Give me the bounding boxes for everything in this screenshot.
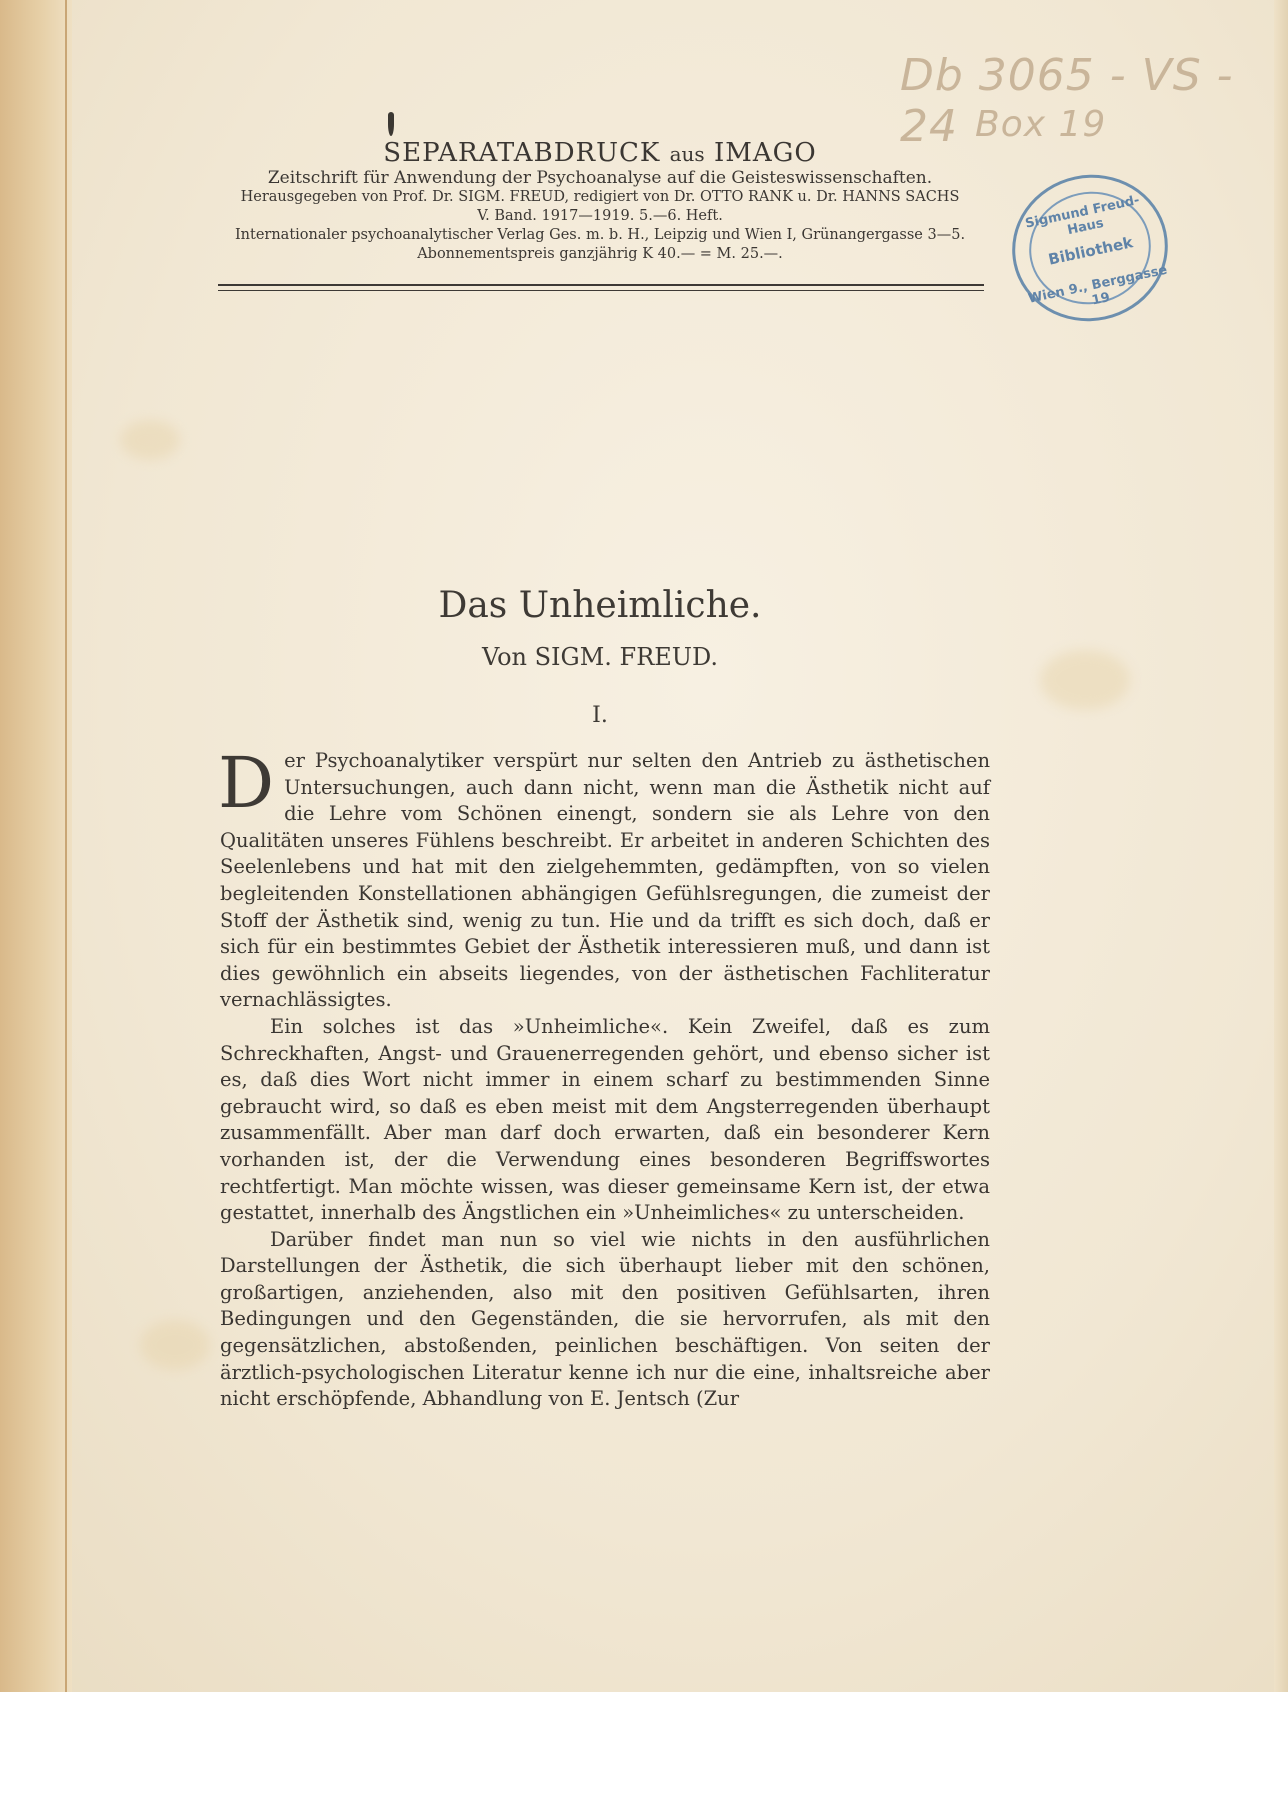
header-subscription: Abonnementspreis ganzjährig K 40.— = M. 25.—. [417,246,783,262]
article-author: Von SIGM. FREUD. [481,643,719,671]
journal-header [215,138,985,264]
header-title-caps: SEPARATABDRUCK [383,138,661,168]
ink-mark [388,112,394,136]
paragraph [218,742,990,1014]
spine-edge [65,0,67,1692]
stamp-center-text: Bibliothek [1046,233,1135,269]
drop-cap: D [218,742,275,824]
header-publisher: Internationaler psychoanalytischer Verlag Ges. m. b. H., Leipzig und Wien I, Grünangergasse 3—5. [234,227,966,243]
header-rule-thick [218,284,984,286]
header-title-end: IMAGO [713,138,817,168]
header-rule-thin [218,290,984,291]
stamp-top-text: Sigmund Freud-Haus [1023,192,1141,239]
handwritten-shelfmark: Db 3065 - VS - 24 [900,50,1234,152]
header-subtitle: Zeitschrift für Anwendung der Psychoanalyse auf die Geisteswissenschaften. [267,168,933,188]
library-stamp [999,160,1182,335]
header-editors: Herausgegeben von Prof. Dr. SIGM. FREUD, redigiert von Dr. OTTO RANK u. Dr. HANNS SACHS [240,189,960,205]
section-number: I. [592,703,608,728]
paragraph: Ein solches ist das »Unheimliche«. Kein Zweifel, daß es zum Schreckhaften, Angst- und Grauenerregenden gehört, und ebenso sicher ist es, daß dies Wort nicht immer in einem scharf zu bestimmenden Sinne gebraucht wird, so daß es eben meist mit dem Angsterregenden überhaupt zusammenfällt. Aber man darf doch erwarten, daß ein besonderer Kern vorhanden ist, der die Verwendung eines besonderen Begriffswortes rechtfertigt. Man möchte wissen, was dieser gemeinsame Kern ist, der etwa gestattet, innerhalb des Ängstlichen ein »Unheimliches« zu unterscheiden. [220,1014,990,1225]
header-title [215,138,985,168]
paper-stain [1040,650,1130,710]
paragraph: Darüber findet man nun so viel wie nichts in den ausführlichen Darstellungen der Ästhetik, die sich überhaupt lieber mit den schönen, großartigen, anziehenden, also mit den positiven Gefühlsarten, ihren Bedingungen und den Gegenständen, die sie hervorrufen, als mit den gegensätzlichen, abstoßenden, peinlichen beschäftigen. Von seiten der ärztlich-psychologischen Literatur kenne ich nur die eine, inhaltsreiche aber nicht erschöpfende, Abhandlung von E. Jentsch (Zur [220,1227,990,1411]
header-title-small: aus [669,142,705,166]
article-title: Das Unheimliche. [438,585,762,626]
paper-stain [140,1320,210,1370]
article-body [218,742,990,1413]
header-volume: V. Band. 1917—1919. 5.—6. Heft. [477,208,723,224]
paper-stain [120,420,180,460]
paragraph-text: er Psychoanalytiker verspürt nur selten den Antrieb zu ästhetischen Untersuchungen, auch dann nicht, wenn man die Ästhetik nicht auf die Lehre vom Schönen einengt, sondern sie als Lehre von den Qualitäten unseres Fühlens beschreibt. Er arbeitet in anderen Schichten des Seelenlebens und hat mit den zielgehemmten, gedämpften, von so vielen begleitenden Konstellationen abhängigen Gefühlsregungen, die zumeist der Stoff der Ästhetik sind, wenig zu tun. Hie und da trifft es sich doch, daß er sich für ein bestimmtes Gebiet der Ästhetik interessieren muß, und dann ist dies gewöhnlich ein abseits liegendes, von der ästhetischen Fachliteratur vernachlässigtes. [220,749,990,1012]
stamp-bottom-text: Wien 9., Berggasse 19 [1026,262,1169,309]
handwritten-box-number: Box 19 [975,104,1107,145]
